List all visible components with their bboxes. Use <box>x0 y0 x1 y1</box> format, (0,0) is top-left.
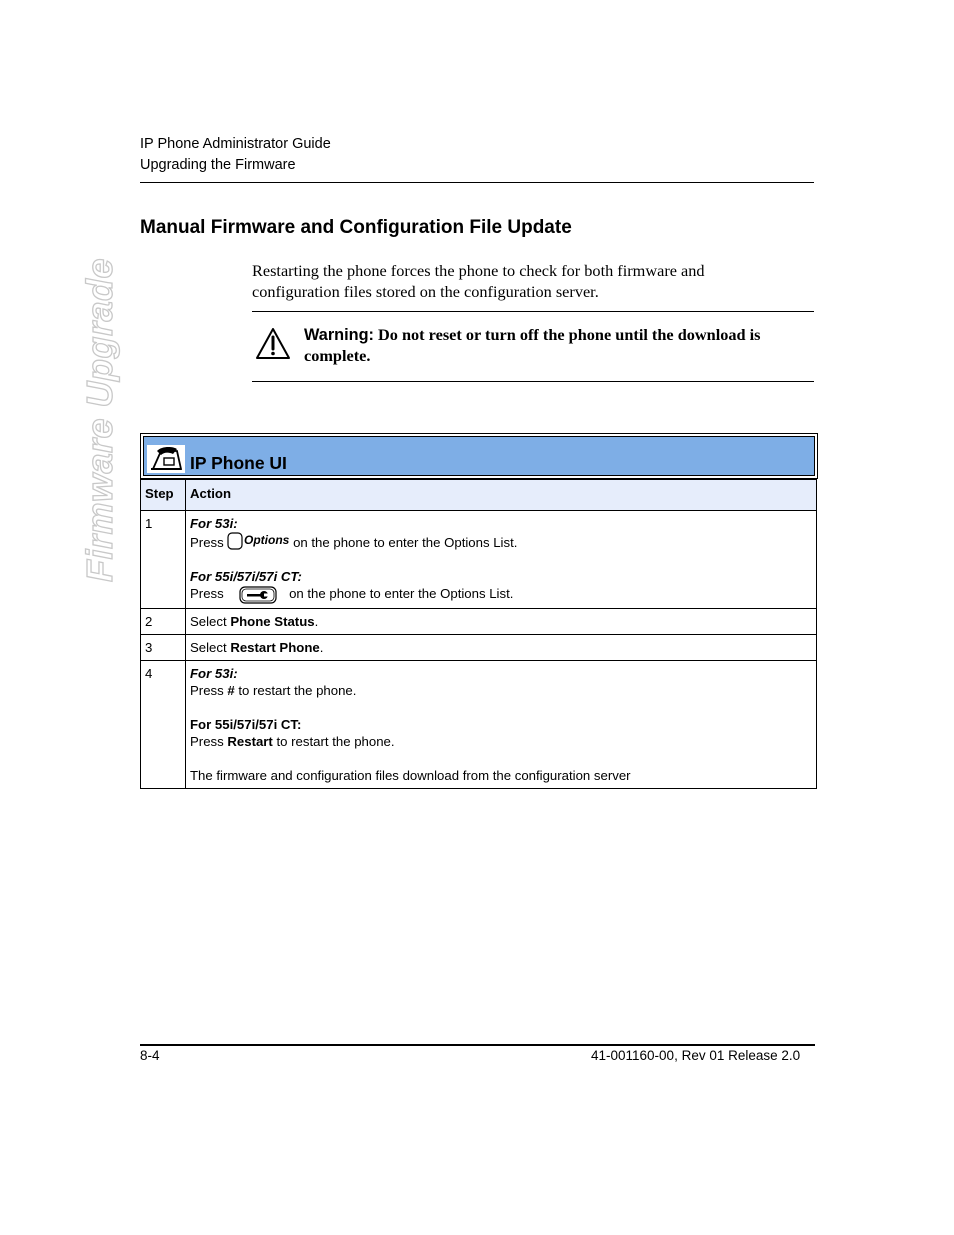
table-header-row <box>141 480 817 511</box>
step-number: 1 <box>141 511 186 609</box>
table-row <box>141 635 817 661</box>
table-row <box>141 511 817 609</box>
header-rule <box>140 182 814 183</box>
wrench-key-icon <box>239 586 277 604</box>
warning-box <box>252 311 814 382</box>
steps-table <box>140 479 817 789</box>
chapter-title: Upgrading the Firmware <box>140 157 296 173</box>
warning-label: Warning: <box>304 326 374 344</box>
column-header-step: Step <box>141 480 186 511</box>
model-heading: For 53i: <box>190 516 238 531</box>
svg-text:Options: Options <box>244 533 290 547</box>
section-title: Manual Firmware and Configuration File Update <box>140 217 572 238</box>
step-number: 2 <box>141 609 186 635</box>
step-number: 4 <box>141 661 186 789</box>
step-note: The firmware and configuration files download from the configuration server <box>190 768 631 783</box>
model-heading: For 55i/57i/57i CT: <box>190 569 302 584</box>
step-action: For 53i: Press # to restart the phone. For 55i/57i/57i CT: Press Restart to restart the phone. The firmware and configuration files download from the configuration server <box>186 661 817 789</box>
step-action: For 53i: Press Options on the phone to enter the Options List. For 55i/57i/57i CT: Press on the phone to enter the Options List. <box>186 511 817 609</box>
step-action: Select Restart Phone. <box>186 635 817 661</box>
panel-header <box>140 433 818 479</box>
page-number: 8-4 <box>140 1048 160 1063</box>
guide-title: IP Phone Administrator Guide <box>140 136 331 152</box>
step-number: 3 <box>141 635 186 661</box>
table-row <box>141 661 817 789</box>
phone-handset-icon <box>147 445 185 473</box>
table-row <box>141 609 817 635</box>
model-heading: For 55i/57i/57i CT: <box>190 717 302 732</box>
model-heading: For 53i: <box>190 666 238 681</box>
column-header-action: Action <box>186 480 817 511</box>
step-action: Select Phone Status. <box>186 609 817 635</box>
warning-triangle-icon <box>255 327 291 361</box>
panel-title: IP Phone UI <box>190 453 287 473</box>
warning-text <box>304 325 794 366</box>
doc-id: 41-001160-00, Rev 01 Release 2.0 <box>591 1048 801 1063</box>
section-paragraph: Restarting the phone forces the phone to check for both firmware and configuration files stored on the configuration server. <box>252 261 705 301</box>
side-tab-label: Firmware Upgrade <box>79 257 120 583</box>
footer-rule <box>140 1044 815 1046</box>
options-key-icon <box>227 532 289 550</box>
warning-message: Do not reset or turn off the phone until the download is complete. <box>304 325 761 365</box>
